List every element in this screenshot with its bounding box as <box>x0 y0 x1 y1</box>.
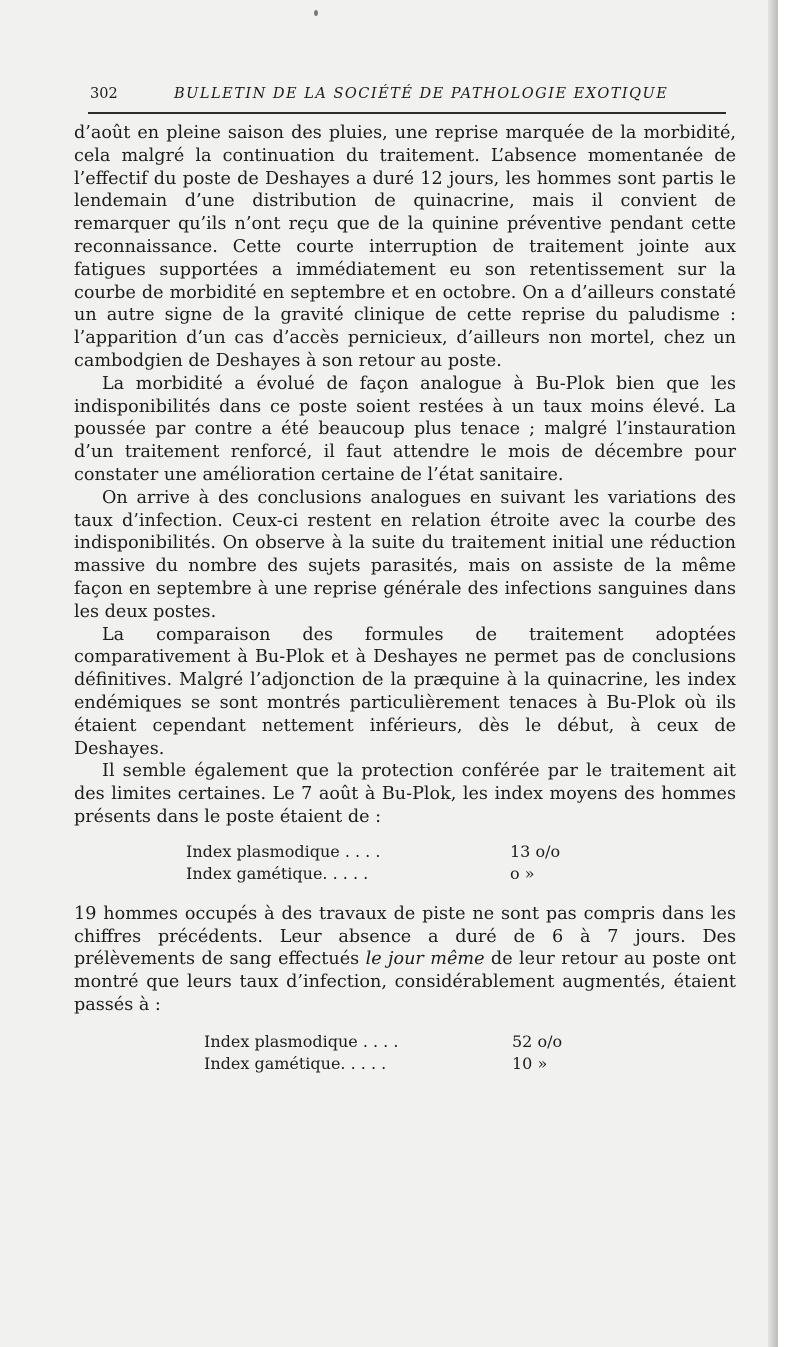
index-table-2 <box>74 1031 736 1077</box>
page-number: 302 <box>90 86 118 102</box>
paragraph-6 <box>74 903 736 1017</box>
index-label: Index gamétique. . . . . <box>204 1053 387 1073</box>
paragraph-6-end: de leur retour au poste ont montré que leurs taux d’infection, considérablement augmentés, étaient passés à : <box>74 949 736 1015</box>
index-row-plasmodique <box>74 841 736 863</box>
paragraph-5: Il semble également que la protection conférée par le traitement ait des limites certaines. Le 7 août à Bu-Plok, les index moyens des hommes présents dans le poste étaient de : <box>74 761 736 827</box>
header-rule <box>88 112 726 114</box>
paragraph-6-start: 19 hommes occupés à des travaux de piste ne sont pas compris dans les chiffres précédents. Leur absence a duré de 6 à 7 jours. Des prélèvements de sang effectués <box>74 903 736 970</box>
index-row-gametique <box>74 1053 736 1075</box>
index-label: Index plasmodique . . . . <box>204 1031 399 1051</box>
italic-phrase: le jour même <box>365 949 485 970</box>
journal-title: BULLETIN DE LA SOCIÉTÉ DE PATHOLOGIE EXOTIQUE <box>174 86 669 102</box>
index-row-gametique <box>74 863 736 885</box>
index-label: Index plasmodique . . . . <box>186 841 381 861</box>
scan-margin <box>778 0 800 1347</box>
paragraph-2: La morbidité a évolué de façon analogue à Bu-Plok bien que les indisponibilités dans ce poste soient restées à un taux moins élevé. La poussée par contre a été beaucoup plus tenace ; malgré l’instauration d’un traitement renforcé, il faut attendre le mois de décembre pour constater une amélioration certaine de l’état sanitaire. <box>74 373 736 485</box>
paragraph-3: On arrive à des conclusions analogues en suivant les variations des taux d’infection. Ceux-ci restent en relation étroite avec la courbe des indisponibilités. On observe à la suite du traitement initial une réduction massive du nombre des sujets parasités, mais on assiste de la même façon en septembre à une reprise générale des infections sanguines dans les deux postes. <box>74 487 736 622</box>
paragraph-1: d’août en pleine saison des pluies, une reprise marquée de la morbidité, cela malgré la continuation du traitement. L’absence momentanée de l’effectif du poste de Deshayes a duré 12 jours, les hommes sont partis le lendemain d’une distribution de quinacrine, mais il convient de remarquer qu’ils n’ont reçu que de la quinine préventive pendant cette reconnaissance. Cette courte interruption de traitement jointe aux fatigues supportées a immédiatement eu son retentissement sur la courbe de morbidité en septembre et en octobre. On a d’ailleurs constaté un autre signe de la gravité clinique de cette reprise du paludisme : l’apparition d’un cas d’accès pernicieux, d’ailleurs non mortel, chez un cambodgien de Deshayes à son retour au poste. <box>74 123 736 371</box>
index-row-plasmodique <box>74 1031 736 1053</box>
paragraph-4: La comparaison des formules de traitement adoptées comparativement à Bu-Plok et à Deshayes ne permet pas de conclusions définitives. Malgré l’adjonction de la præquine à la quinacrine, les index endémiques se sont montrés particulièrement tenaces à Bu-Plok où ils étaient cependant nettement inférieurs, dès le début, à ceux de Deshayes. <box>74 624 736 759</box>
index-value: 13 o/o <box>510 841 561 861</box>
index-value: 10 » <box>512 1053 548 1073</box>
index-value: 52 o/o <box>512 1031 563 1051</box>
index-label: Index gamétique. . . . . <box>186 863 369 883</box>
ink-speck <box>314 10 318 16</box>
index-value: o » <box>510 863 535 883</box>
page-fold-shadow <box>768 0 778 1347</box>
article-body <box>74 122 736 1077</box>
index-table-1 <box>74 841 736 887</box>
